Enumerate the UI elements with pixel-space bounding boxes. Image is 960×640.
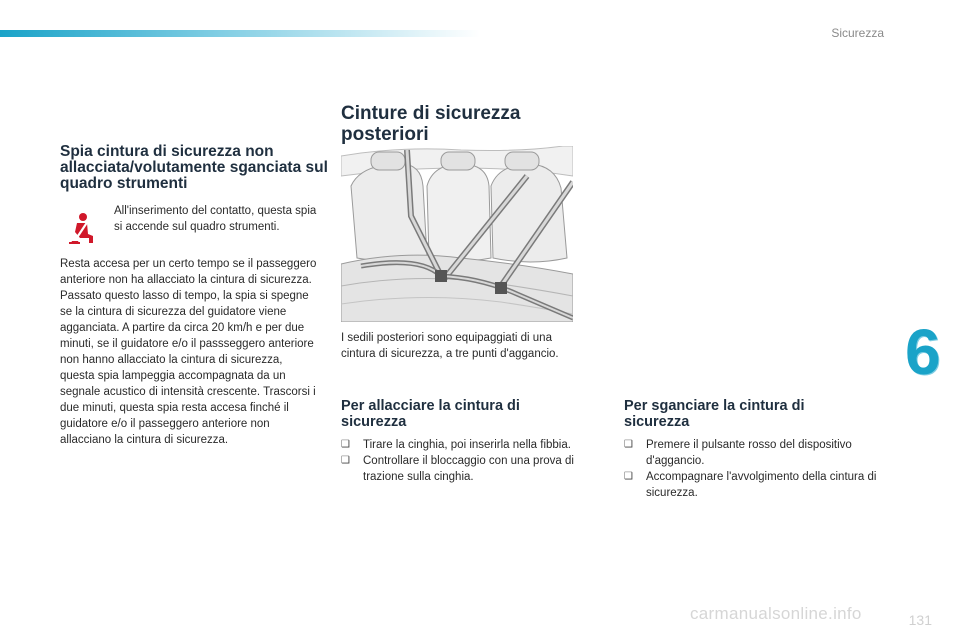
list-item: ❑ Accompagnare l'avvolgimento della cintura di sicurezza. [624,471,877,499]
checkbox-bullet-icon: ❑ [341,439,350,450]
fasten-steps [341,437,601,485]
header-accent-bar [0,30,480,37]
fasten-heading: Per allacciare la cintura di sicurezza [341,398,520,430]
page-number: 131 [908,612,932,628]
checkbox-bullet-icon: ❑ [624,471,633,482]
list-item: ❑ Tirare la cinghia, poi inserirla nella fibbia. [341,439,571,451]
list-item: ❑ Premere il pulsante rosso del dispositivo d'aggancio. [624,439,852,467]
checkbox-bullet-icon: ❑ [624,439,633,450]
warning-light-heading: Spia cintura di sicurezza non allacciata/volutamente sganciata sul quadro strumenti [60,143,328,192]
rear-seatbelts-heading: Cinture di sicurezza posteriori [341,103,521,145]
warning-light-body: Resta accesa per un certo tempo se il passeggero anteriore non ha allacciato la cintura di sicurezza. Passato questo lasso di tempo, la spia si spegne se la cintura di sicurezza del guidatore viene agganciata. A partire da circa 20 km/h e per due minuti, se il guidatore e/o il passseggero anteriore non hanno allacciato la cintura di sicurezza, questa spia lampeggia accompagnata da un segnale acustico di intensità crescente. Trascorsi i due minuti, questa spia resta accesa finché il guidatore e/o il passeggero anteriore non allacciano la cintura di sicurezza. [60,258,317,446]
section-title: Sicurezza [831,26,884,40]
chapter-number: 6 [905,316,941,388]
rear-seatbelts-caption: I sedili posteriori sono equipaggiati di una cintura di sicurezza, a tre punti d'aggancio. [341,332,559,360]
unfasten-heading: Per sganciare la cintura di sicurezza [624,398,805,430]
checkbox-bullet-icon: ❑ [341,455,350,466]
unfasten-steps [624,437,886,501]
rear-seats-illustration [341,146,573,322]
watermark[interactable]: carmanualsonline.info [690,604,862,623]
warning-light-description: All'inserimento del contatto, questa spia si accende sul quadro strumenti. [114,205,317,233]
seatbelt-warning-icon [66,212,96,246]
list-item: ❑ Controllare il bloccaggio con una prova di trazione sulla cinghia. [341,455,574,483]
